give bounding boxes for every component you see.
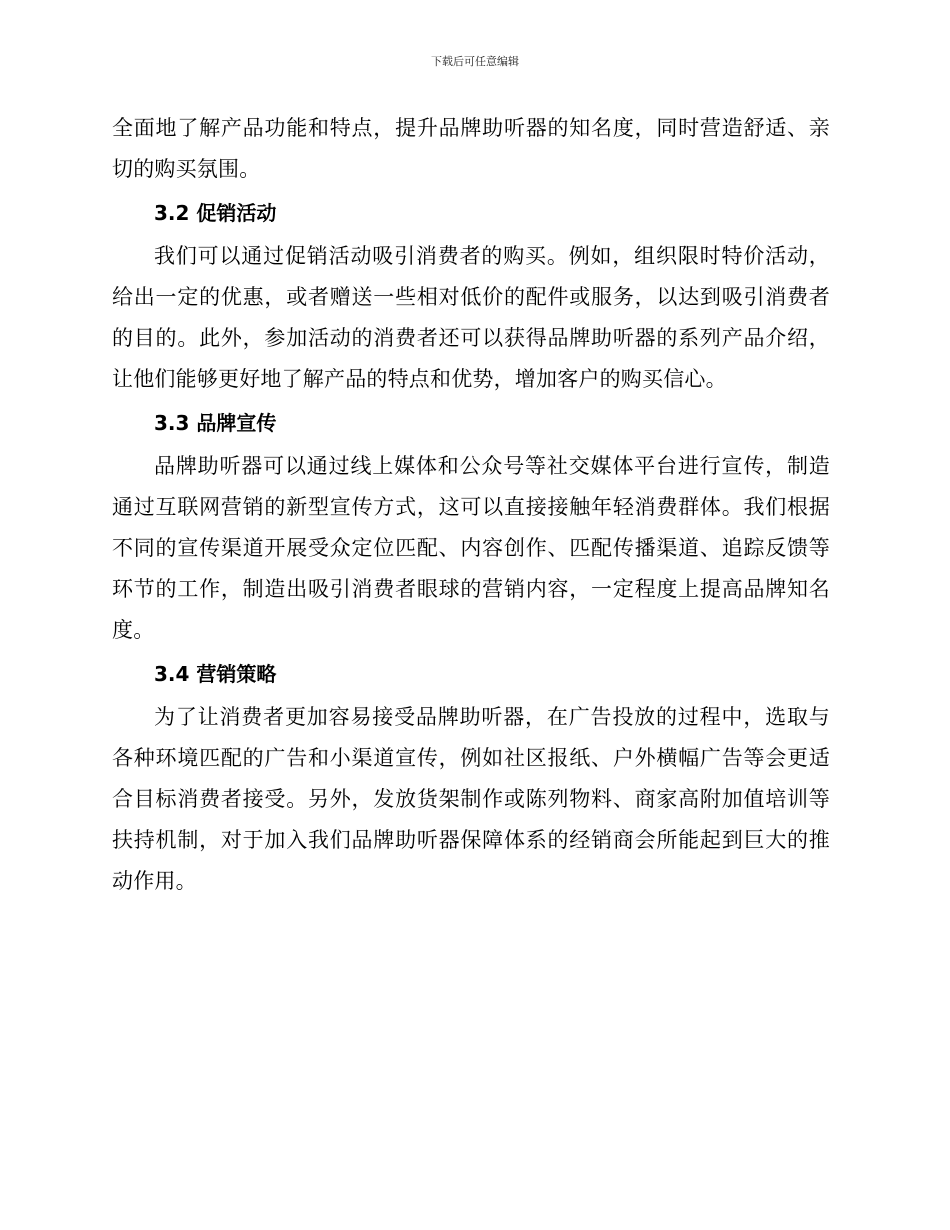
section-paragraph-3-2: 我们可以通过促销活动吸引消费者的购买。例如，组织限时特价活动，给出一定的优惠，或者赠送一些相对低价的配件或服务，以达到吸引消费者的目的。此外，参加活动的消费者还可以获得品牌助听器的系列产品介绍，让他们能够更好地了解产品的特点和优势，增加客户的购买信心。 — [112, 244, 830, 391]
document-body — [112, 108, 830, 902]
intro-paragraph: 全面地了解产品功能和特点，提升品牌助听器的知名度，同时营造舒适、亲切的购买氛围。 — [112, 116, 830, 181]
section-heading-3-4: 3.4 营销策略 — [154, 662, 277, 686]
page-header: 下载后可任意编辑 — [431, 55, 519, 68]
section-paragraph-3-3: 品牌助听器可以通过线上媒体和公众号等社交媒体平台进行宣传，制造通过互联网营销的新型宣传方式，这可以直接接触年轻消费群体。我们根据不同的宣传渠道开展受众定位匹配、内容创作、匹配传播渠道、追踪反馈等环节的工作，制造出吸引消费者眼球的营销内容，一定程度上提高品牌知名度。 — [112, 454, 830, 642]
section-heading-3-3: 3.3 品牌宣传 — [154, 411, 277, 435]
section-paragraph-3-4: 为了让消费者更加容易接受品牌助听器，在广告投放的过程中，选取与各种环境匹配的广告和小渠道宣传，例如社区报纸、户外横幅广告等会更适合目标消费者接受。另外，发放货架制作或陈列物料、商家高附加值培训等扶持机制，对于加入我们品牌助听器保障体系的经销商会所能起到巨大的推动作用。 — [112, 705, 830, 893]
section-heading-3-2: 3.2 促销活动 — [154, 201, 277, 225]
